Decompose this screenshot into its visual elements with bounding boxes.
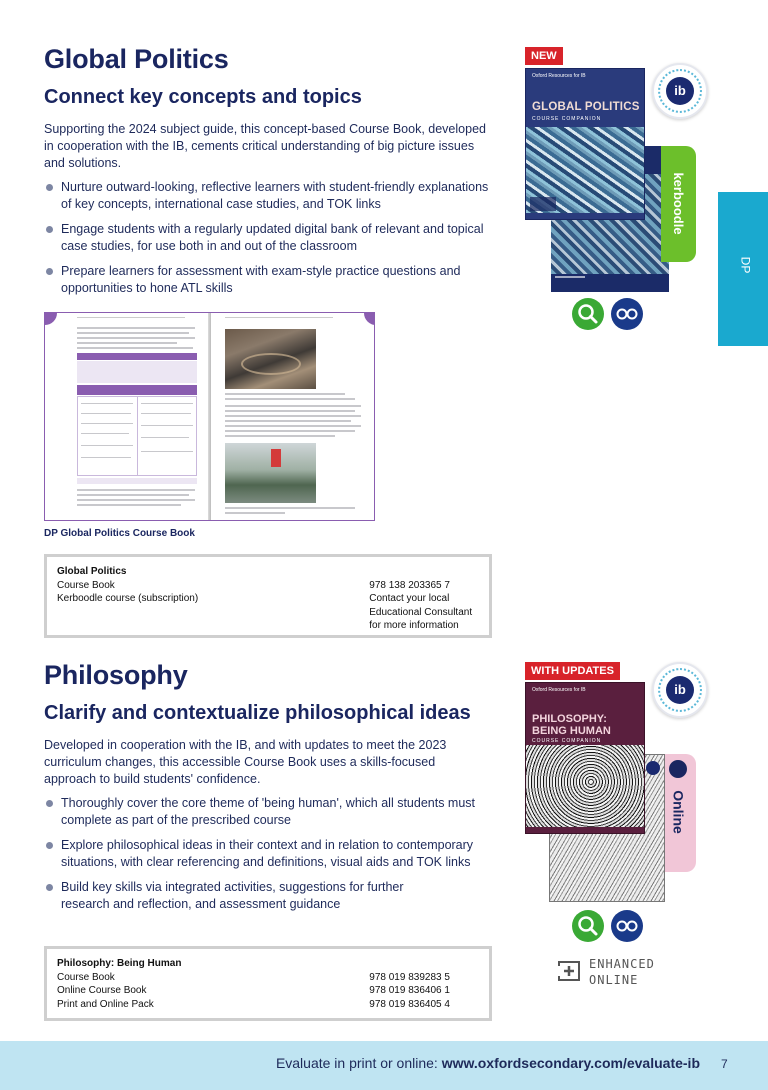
gp-bullet-list — [44, 179, 499, 305]
gp-intro: Supporting the 2024 subject guide, this concept-based Course Book, developed in cooperation with the IB, cements critical understanding of big picture issues and solutions. — [44, 122, 486, 170]
evaluate-link[interactable]: www.oxfordsecondary.com/evaluate-ib — [441, 1055, 700, 1071]
ph-cover: Oxford Resources for IB PHILOSOPHY: BEING HUMAN COURSE COMPANION — [525, 682, 645, 834]
ph-bullet-list — [44, 795, 499, 921]
ph-title: Philosophy — [44, 660, 188, 690]
ph-intro: Developed in cooperation with the IB, and with updates to meet the 2023 curriculum changes, this accessible Course Book uses a skills-focused approach to build students' confidence. — [44, 738, 447, 786]
page-corner — [45, 313, 57, 325]
bullet-icon — [46, 226, 53, 233]
list-item: Thoroughly cover the core theme of 'being human', which all students must complete as part of the prescribed course — [44, 795, 499, 829]
gp-new-badge: NEW — [525, 47, 563, 65]
table-row: Course Book 978 019 839283 5 — [57, 971, 450, 983]
online-tab: Online — [661, 754, 696, 872]
kerboodle-tab: kerboodle — [661, 146, 696, 262]
dp-side-tab: DP — [718, 192, 768, 346]
bullet-icon — [46, 184, 53, 191]
gp-spread-caption: DP Global Politics Course Book — [44, 528, 195, 539]
ib-logo: ib — [652, 63, 708, 119]
gp-title: Global Politics — [44, 44, 229, 74]
bullet-icon — [46, 842, 53, 849]
ph-subtitle: Clarify and contextualize philosophical ideas — [44, 702, 471, 724]
cover-illustration — [526, 745, 644, 827]
gp-cover: Oxford Resources for IB GLOBAL POLITICS COURSE COMPANION — [525, 68, 645, 220]
ph-updates-badge: WITH UPDATES — [525, 662, 620, 680]
list-item: Engage students with a regularly updated digital bank of relevant and topical case studies, for use both in and out of the classroom — [44, 221, 499, 255]
list-item: Build key skills via integrated activities, suggestions for further research and reflection, and assessment guidance — [44, 879, 444, 913]
table-row: Online Course Book 978 019 836406 1 — [57, 985, 450, 996]
enhanced-online-logo: ENHANCED ONLINE — [556, 956, 671, 990]
search-icon[interactable] — [572, 298, 604, 330]
bullet-icon — [46, 268, 53, 275]
gp-spread-preview — [44, 312, 375, 521]
page-corner — [364, 313, 375, 325]
ph-product-box — [44, 946, 492, 1021]
search-icon[interactable] — [572, 910, 604, 942]
gp-box-title: Global Politics — [57, 566, 127, 577]
spread-left-page — [45, 313, 210, 520]
table-row: Kerboodle course (subscription) Contact your local Educational Consultant for more information — [57, 593, 473, 631]
bullet-icon — [46, 800, 53, 807]
ph-box-title: Philosophy: Being Human — [57, 958, 182, 969]
glasses-icon[interactable] — [611, 910, 643, 942]
gp-subtitle: Connect key concepts and topics — [44, 86, 362, 108]
table-row: Course Book 978 138 203365 7 — [57, 579, 450, 591]
list-item: Nurture outward-looking, reflective learners with student-friendly explanations of key concepts, international case studies, and TOK links — [44, 179, 499, 213]
list-item: Prepare learners for assessment with exam-style practice questions and opportunities to hone ATL skills — [44, 263, 499, 297]
enhanced-online-icon — [556, 958, 584, 986]
table-row: Print and Online Pack 978 019 836405 4 — [57, 998, 450, 1010]
footer-bar — [0, 1041, 768, 1090]
list-item: Explore philosophical ideas in their context and in relation to contemporary situations, with clear referencing and definitions, visual aids and TOK links — [44, 837, 499, 871]
ib-logo: ib — [652, 662, 708, 718]
bullet-icon — [46, 884, 53, 891]
page-number: 7 — [721, 1057, 728, 1071]
spread-right-page — [211, 313, 375, 520]
glasses-icon[interactable] — [611, 298, 643, 330]
gp-product-box — [44, 554, 492, 638]
footer-text: Evaluate in print or online: www.oxfordsecondary.com/evaluate-ib — [275, 1055, 700, 1071]
